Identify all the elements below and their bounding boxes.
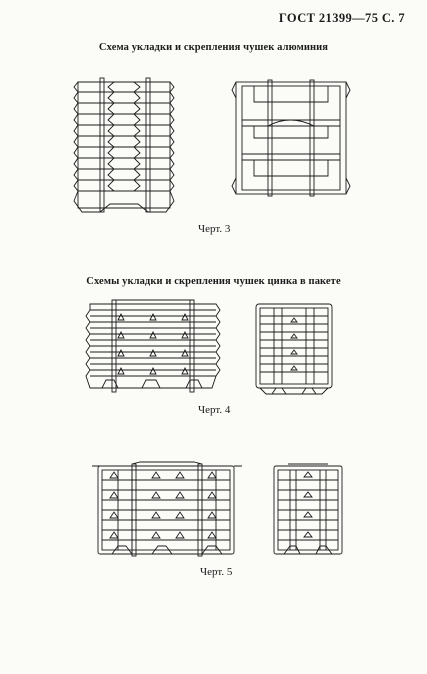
section-title-aluminium: Схема укладки и скрепления чушек алюминия <box>98 42 329 53</box>
drawing-aluminium-stack-front <box>70 76 180 216</box>
drawing-zinc-pack-side <box>252 300 336 396</box>
figure-caption-5: Черт. 5 <box>200 566 233 578</box>
figure-caption-4: Черт. 4 <box>198 404 231 416</box>
figure-caption-3: Черт. 3 <box>198 223 231 235</box>
drawing-zinc-strapped-front <box>92 460 242 560</box>
section-title-zinc: Схемы укладки и скрепления чушек цинка в пакете <box>86 276 341 287</box>
page-header: ГОСТ 21399—75 С. 7 <box>278 11 405 25</box>
drawing-zinc-strapped-side <box>270 460 346 560</box>
drawing-aluminium-stack-side <box>232 80 350 198</box>
drawing-zinc-pack-front <box>82 296 224 396</box>
